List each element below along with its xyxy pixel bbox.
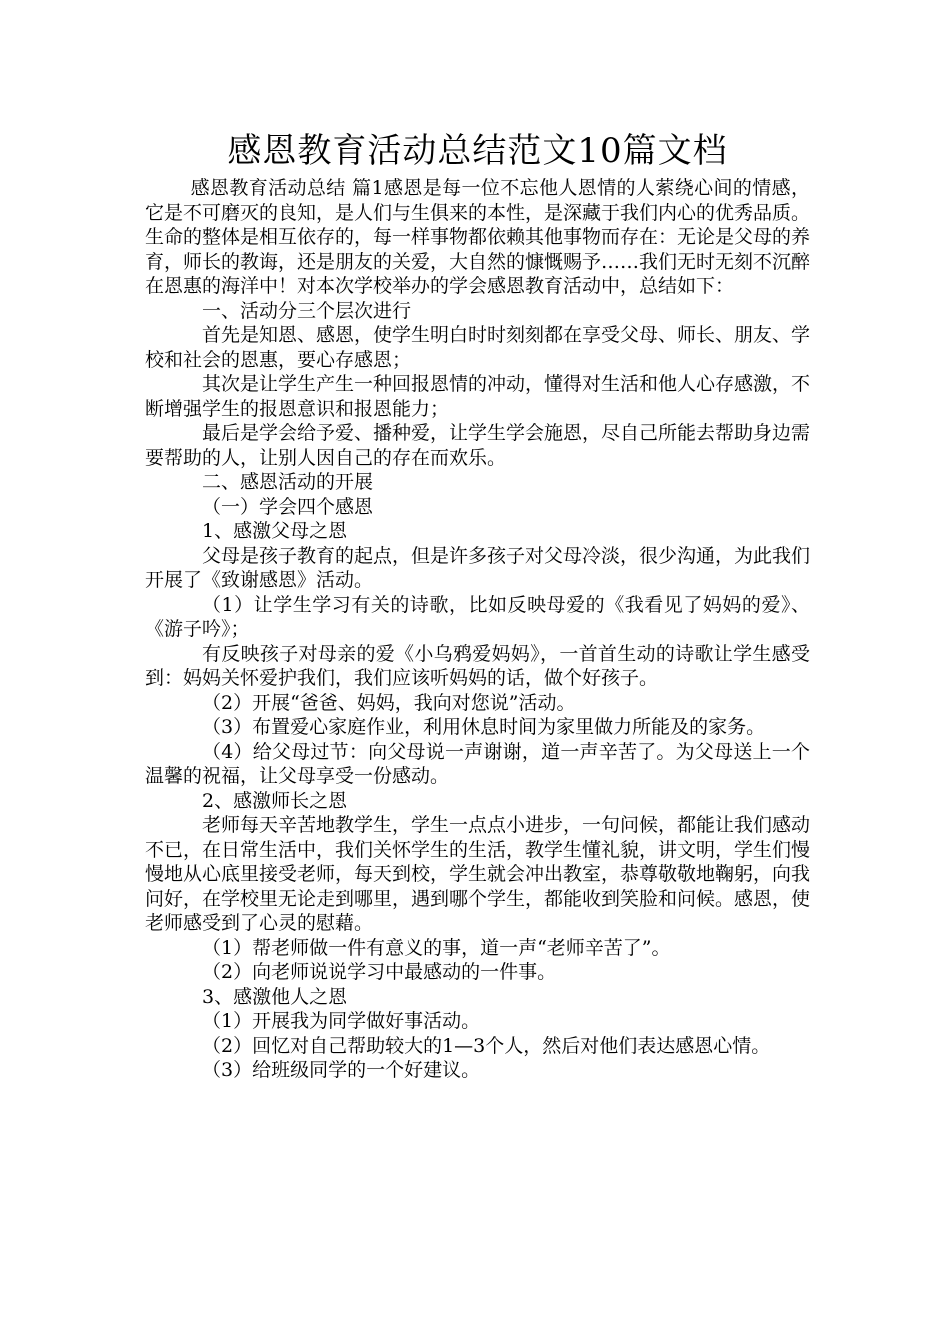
list-item-teachers-2: （2）向老师说说学习中最感动的一件事。	[202, 961, 557, 983]
paragraph-third-level: 最后是学会给予爱、播种爱，让学生学会施恩，尽自己所能去帮助身边需要帮助的人，让别人因自己的存在而欢乐。	[145, 422, 811, 469]
heading-section-2: 二、感恩活动的开展	[202, 471, 374, 493]
list-item-parents-4: （4）给父母过节：向父母说一声谢谢，道一声辛苦了。为父母送上一个温馨的祝福，让父母享受一份感动。	[145, 740, 810, 787]
list-item-parents-3: （3）布置爱心家庭作业，利用休息时间为家里做力所能及的家务。	[202, 716, 766, 738]
paragraph-second-level: 其次是让学生产生一种回报恩情的冲动，懂得对生活和他人心存感激，不断增强学生的报恩意识和报恩能力；	[145, 373, 811, 420]
paragraph-intro: 感恩教育活动总结 篇1感恩是每一位不忘他人恩情的人萦绕心间的情感，它是不可磨灭的良知，是人们与生俱来的本性，是深藏于我们内心的优秀品质。生命的整体是相互依存的，每一样事物都依赖其他事物而存在：无论是父母的养育，师长的教诲，还是朋友的关爱，大自然的慷慨赐予……我们无时无刻不沉醉在恩惠的海洋中！对本次学校举办的学会感恩教育活动中，总结如下：	[145, 177, 811, 297]
list-item-others-3: （3）给班级同学的一个好建议。	[202, 1059, 481, 1081]
paragraph-first-level: 首先是知恩、感恩，使学生明白时时刻刻都在享受父母、师长、朋友、学校和社会的恩惠，要心存感恩；	[145, 324, 811, 371]
list-item-teachers-1: （1）帮老师做一件有意义的事，道一声“老师辛苦了”。	[202, 936, 671, 959]
list-item-others-1: （1）开展我为同学做好事活动。	[202, 1010, 481, 1032]
paragraph-poems: 有反映孩子对母亲的爱《小乌鸦爱妈妈》，一首首生动的诗歌让学生感受到：妈妈关怀爱护我们，我们应该听妈妈的话，做个好孩子。	[145, 642, 810, 689]
list-item-parents-1: （1）让学生学习有关的诗歌，比如反映母爱的《我看见了妈妈的爱》、《游子吟》；	[145, 593, 810, 640]
paragraph-teachers: 老师每天辛苦地教学生，学生一点点小进步，一句问候，都能让我们感动不已，在日常生活中，我们关怀学生的生活，教学生懂礼貌，讲文明，学生们慢慢地从心底里接受老师，每天到校，学生就会冲出教室，恭尊敬敬地鞠躬，向我问好，在学校里无论走到哪里，遇到哪个学生，都能收到笑脸和问候。感恩，使老师感受到了心灵的慰藉。	[145, 814, 811, 934]
heading-others: 3、感激他人之恩	[202, 985, 348, 1008]
paragraph-parents: 父母是孩子教育的起点，但是许多孩子对父母冷淡，很少沟通，为此我们开展了《致谢感恩》活动。	[145, 544, 811, 591]
heading-section-1: 一、活动分三个层次进行	[202, 299, 412, 322]
heading-subsection-1: （一）学会四个感恩	[202, 495, 374, 518]
heading-parents: 1、感激父母之恩	[202, 520, 348, 542]
heading-teachers: 2、感激师长之恩	[202, 789, 348, 812]
document-page	[145, 128, 810, 1083]
list-item-parents-2: （2）开展“爸爸、妈妈，我向对您说”活动。	[202, 691, 576, 714]
document-title: 感恩教育活动总结范文10篇文档	[227, 131, 728, 171]
list-item-others-2: （2）回忆对自己帮助较大的1—3个人，然后对他们表达感恩心情。	[202, 1034, 771, 1057]
